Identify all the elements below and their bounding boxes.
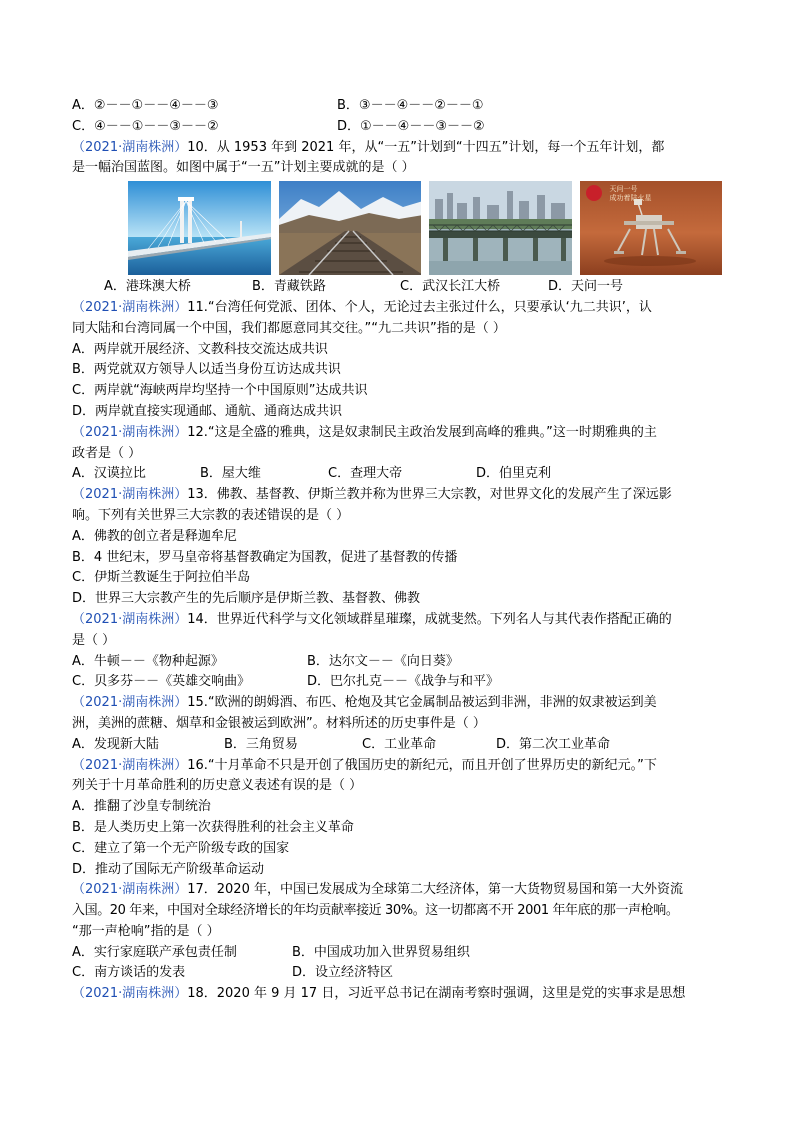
q11-option-a[interactable]: A．两岸就开展经济、文教科技交流达成共识 <box>72 341 328 357</box>
q10-image-row <box>128 181 722 275</box>
q11-option-d[interactable]: D．两岸就直接实现通邮、通航、通商达成共识 <box>72 403 343 419</box>
q15-stem-text-1: 15.“欧洲的朗姆酒、布匹、枪炮及其它金属制品被运到非洲，非洲的奴隶被运到美 <box>187 695 657 711</box>
q9-options-row-1 <box>72 96 722 117</box>
q17-option-d[interactable]: D．设立经济特区 <box>292 965 394 981</box>
q14-options-row-2 <box>72 672 722 693</box>
q16-stem-text-1: 16.“十月革命不只是开创了俄国历史的新纪元，而且开创了世界历史的新纪元。”下 <box>187 757 657 773</box>
q10-option-d[interactable]: D．天问一号 <box>548 279 624 295</box>
q15-options <box>72 735 722 756</box>
page-content <box>72 96 722 1005</box>
q12-stem-line-1 <box>72 423 722 444</box>
hong-kong-zhuhai-macao-bridge-photo[interactable] <box>128 181 271 275</box>
q13-option-b[interactable]: B．4 世纪末，罗马皇帝将基督教确定为国教，促进了基督教的传播 <box>72 549 458 565</box>
q14-option-d[interactable]: D．巴尔扎克－－《战争与和平》 <box>307 674 500 690</box>
q14-stem-line-2: 是（ ） <box>72 632 116 648</box>
q18-stem-line-1 <box>72 984 722 1005</box>
q12-option-a[interactable]: A．汉谟拉比 <box>72 466 146 482</box>
q15-stem-line-1 <box>72 693 722 714</box>
q17-options-row-2 <box>72 963 722 984</box>
q16-option-a[interactable]: A．推翻了沙皇专制统治 <box>72 799 211 815</box>
q17-option-c[interactable]: C．南方谈话的发表 <box>72 965 186 981</box>
q10-stem-text-1: 10．从 1953 年到 2021 年，从“一五”计划到“十四五”计划，每一个五年计划，都 <box>187 139 665 155</box>
q10-stem-line-2: 是一幅治国蓝图。如图中属于“一五”计划主要成就的是（ ） <box>72 160 415 176</box>
q11-stem-line-1 <box>72 298 722 319</box>
tianwen-1-mars-landing-photo[interactable] <box>580 181 723 275</box>
q13-option-d[interactable]: D．世界三大宗教产生的先后顺序是伊斯兰教、基督教、佛教 <box>72 591 421 607</box>
q12-option-d[interactable]: D．伯里克利 <box>476 466 552 482</box>
q12-option-c[interactable]: C．查理大帝 <box>328 466 403 482</box>
q14-stem-line-1 <box>72 610 722 631</box>
q15-option-a[interactable]: A．发现新大陆 <box>72 736 159 752</box>
q16-source: （2021·湖南株洲） <box>72 757 188 773</box>
q12-option-b[interactable]: B．屋大维 <box>200 466 261 482</box>
q11-stem-line-2: 同大陆和台湾同属一个中国，我们都愿意同其交往。”“九二共识”指的是（ ） <box>72 320 506 336</box>
qinghai-tibet-railway-photo[interactable] <box>279 181 422 275</box>
q17-option-b[interactable]: B．中国成功加入世界贸易组织 <box>292 944 470 960</box>
q12-stem-line-2: 政者是（ ） <box>72 445 142 461</box>
q12-source: （2021·湖南株洲） <box>72 424 188 440</box>
q9-option-c[interactable]: C．④－－①－－③－－② <box>72 118 219 134</box>
q11-option-c[interactable]: C．两岸就“海峡两岸均坚持一个中国原则”达成共识 <box>72 383 368 399</box>
q10-option-b[interactable]: B．青藏铁路 <box>252 279 326 295</box>
q15-source: （2021·湖南株洲） <box>72 695 188 711</box>
q9-option-b[interactable]: B．③－－④－－②－－① <box>337 98 484 113</box>
q11-option-b[interactable]: B．两党就双方领导人以适当身份互访达成共识 <box>72 362 341 378</box>
q10-option-a[interactable]: A．港珠澳大桥 <box>104 279 191 295</box>
q13-option-a[interactable]: A．佛教的创立者是释迦牟尼 <box>72 528 237 544</box>
q16-stem-line-2: 列关于十月革命胜利的历史意义表述有误的是（ ） <box>72 778 363 794</box>
q16-stem-line-1 <box>72 756 722 777</box>
q10-options <box>72 277 722 298</box>
q10-mars-caption: 天问一号 成功着陆火星 <box>609 185 652 203</box>
q13-stem-text-1: 13．佛教、基督教、伊斯兰教并称为世界三大宗教，对世界文化的发展产生了深远影 <box>187 487 672 503</box>
q17-options-row-1 <box>72 943 722 964</box>
q15-option-b[interactable]: B．三角贸易 <box>224 736 298 752</box>
q13-stem-line-1 <box>72 485 722 506</box>
q15-stem-line-2: 洲，美洲的蔗糖、烟草和金银被运到欧洲”。材料所述的历史事件是（ ） <box>72 715 486 731</box>
q15-option-d[interactable]: D．第二次工业革命 <box>496 736 611 752</box>
wuhan-yangtze-river-bridge-photo[interactable] <box>429 181 572 275</box>
q17-stem-text-1: 17．2020 年，中国已发展成为全球第二大经济体，第一大货物贸易国和第一大外资流 <box>187 882 683 898</box>
q11-source: （2021·湖南株洲） <box>72 299 188 315</box>
q10-stem-line-1 <box>72 138 722 159</box>
q13-stem-line-2: 响。下列有关世界三大宗教的表述错误的是（ ） <box>72 507 350 523</box>
q15-option-c[interactable]: C．工业革命 <box>362 736 437 752</box>
q16-option-b[interactable]: B．是人类历史上第一次获得胜利的社会主义革命 <box>72 819 354 835</box>
q13-source: （2021·湖南株洲） <box>72 487 188 503</box>
q12-options <box>72 464 722 485</box>
q14-source: （2021·湖南株洲） <box>72 611 188 627</box>
q9-option-d[interactable]: D．①－－④－－③－－② <box>337 118 485 134</box>
q11-stem-text-1: 11.“台湾任何党派、团体、个人，无论过去主张过什么，只要承认‘九二共识’，认 <box>187 299 652 315</box>
q16-option-d[interactable]: D．推动了国际无产阶级革命运动 <box>72 861 265 877</box>
q14-options-row-1 <box>72 652 722 673</box>
q14-stem-text-1: 14．世界近代科学与文化领域群星璀璨，成就斐然。下列名人与其代表作搭配正确的 <box>187 611 672 627</box>
q17-stem-line-3: “那一声枪响”指的是（ ） <box>72 923 220 939</box>
q14-option-c[interactable]: C．贝多芬－－《英雄交响曲》 <box>72 674 251 690</box>
q13-option-c[interactable]: C．伊斯兰教诞生于阿拉伯半岛 <box>72 570 251 586</box>
q18-source: （2021·湖南株洲） <box>72 986 188 1002</box>
q10-option-c[interactable]: C．武汉长江大桥 <box>400 279 501 295</box>
q16-option-c[interactable]: C．建立了第一个无产阶级专政的国家 <box>72 840 290 856</box>
q14-option-b[interactable]: B．达尔文－－《向日葵》 <box>307 653 459 669</box>
q14-option-a[interactable]: A．牛顿－－《物种起源》 <box>72 653 224 669</box>
q18-stem-text-1: 18．2020 年 9 月 17 日，习近平总书记在湖南考察时强调，这里是党的实事求是思想 <box>187 986 686 1002</box>
q17-stem-line-2: 入国。20 年来，中国对全球经济增长的年均贡献率接近 30%。这一切都离不开 2001 年年底的那一声枪响。 <box>72 903 679 919</box>
q12-stem-text-1: 12.“这是全盛的雅典，这是奴隶制民主政治发展到高峰的雅典。”这一时期雅典的主 <box>187 424 657 440</box>
q17-source: （2021·湖南株洲） <box>72 882 188 898</box>
q17-stem-line-1 <box>72 880 722 901</box>
q10-source: （2021·湖南株洲） <box>72 139 188 155</box>
q9-option-a[interactable]: A．②－－①－－④－－③ <box>72 98 219 113</box>
q9-options-row-2 <box>72 117 722 138</box>
q17-option-a[interactable]: A．实行家庭联产承包责任制 <box>72 944 237 960</box>
